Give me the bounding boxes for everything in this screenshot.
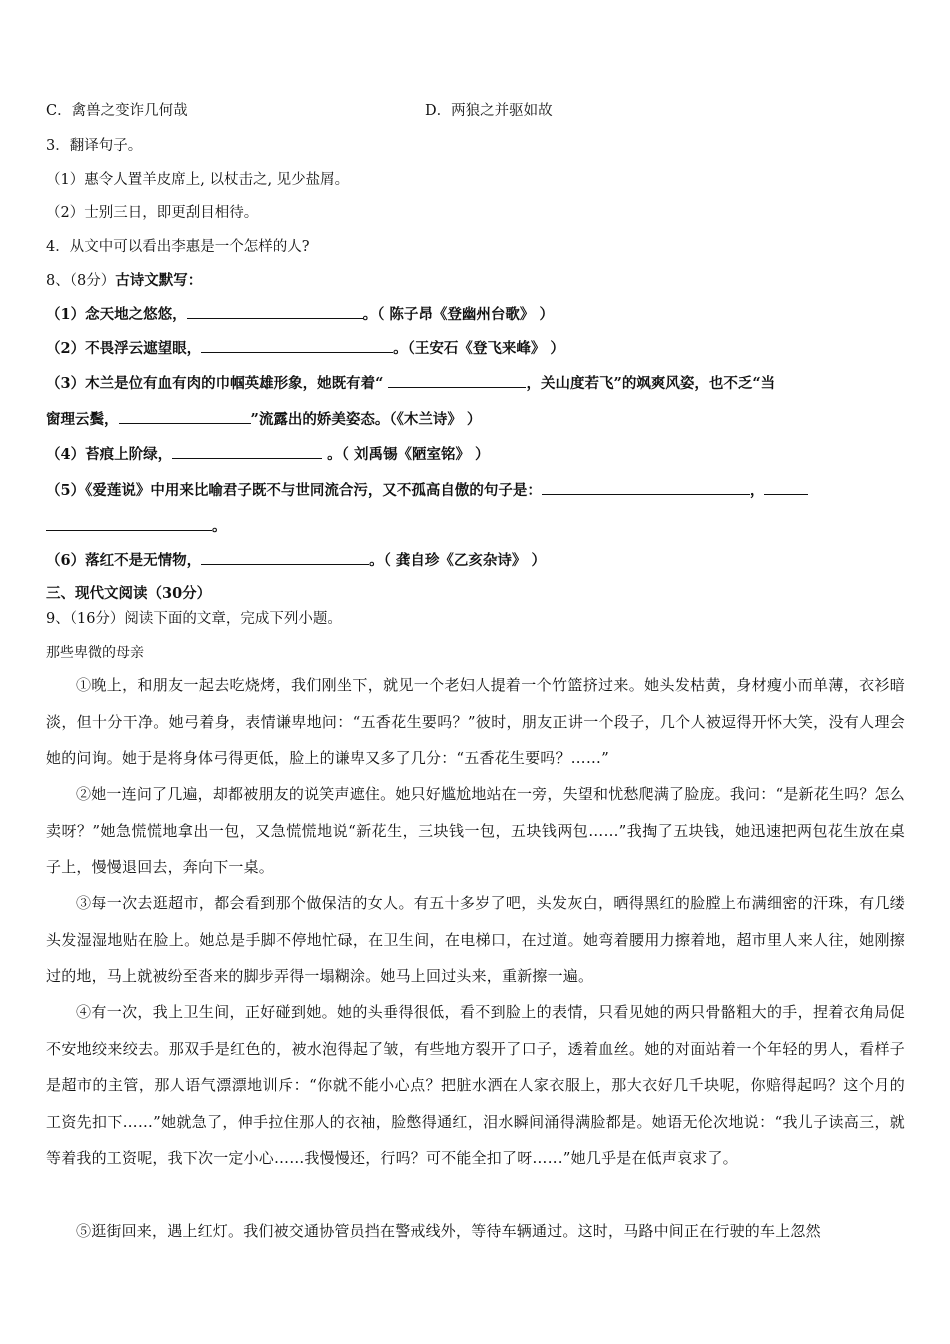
question-8-heading xyxy=(46,271,906,291)
answer-blank[interactable] xyxy=(764,480,808,495)
answer-blank[interactable] xyxy=(201,338,393,353)
article-paragraph-5: ⑤逛街回来，遇上红灯。我们被交通协管员挡在警戒线外，等待车辆通过。这时，马路中间正在行驶的车上忽然 xyxy=(76,1222,821,1240)
answer-blank[interactable] xyxy=(187,304,363,319)
question-4: 4．从文中可以看出李惠是一个怎样的人? xyxy=(46,239,310,255)
answer-blank[interactable] xyxy=(46,516,212,531)
dictation-item-6: （6）落红不是无情物， 。（ 龚自珍《乙亥杂诗》 ） xyxy=(46,552,546,569)
answer-blank[interactable] xyxy=(201,550,369,565)
article-paragraph-1: ①晚上，和朋友一起去吃烧烤，我们刚坐下，就见一个老妇人提着一个竹篮挤过来。她头发枯黄，身材瘦小而单薄，衣衫暗淡，但十分干净。她弓着身，表情谦卑地问：“五香花生要吗？”彼时，朋友正讲一个段子，几个人被逗得开怀大笑，没有人理会她的问询。她于是将身体弓得更低，脸上的谦卑又多了几分：“五香花生要吗？……” xyxy=(46,676,905,767)
article-paragraph-4: ④有一次，我上卫生间，正好碰到她。她的头垂得很低，看不到脸上的表情，只看见她的两只骨骼粗大的手，捏着衣角局促不安地绞来绞去。那双手是红色的，被水泡得起了皱，有些地方裂开了口子，透着血丝。她的对面站着一个年轻的男人，看样子是超市的主管，那人语气漂漂地训斥：“你就不能小心点？把脏水洒在人家衣服上，那大衣好几千块呢，你赔得起吗？这个月的工资先扣下……”她就急了，伸手拉住那人的衣袖，脸憋得通红，泪水瞬间涌得满脸都是。她语无伦次地说：“我儿子读高三，就等着我的工资呢，我下次一定小心……我慢慢还，行吗？可不能全扣了呀……”她几乎是在低声哀求了。 xyxy=(46,1003,905,1167)
answer-blank[interactable] xyxy=(172,444,322,459)
article-title: 那些卑微的母亲 xyxy=(46,645,144,661)
dictation-item-3-cont: 窗理云鬓， ”流露出的娇美姿态。（《木兰诗》 ） xyxy=(46,411,482,428)
article-paragraph-2: ②她一连问了几遍，却都被朋友的说笑声遮住。她只好尴尬地站在一旁，失望和忧愁爬满了脸庞。我问：“是新花生吗？怎么卖呀？”她急慌慌地拿出一包，又急慌慌地说“新花生，三块钱一包，五块钱两包……”我掏了五块钱，她迅速把两包花生放在桌子上，慢慢退回去，奔向下一桌。 xyxy=(46,785,905,876)
dictation-item-5: （5）《爱莲说》中用来比喻君子既不与世同流合污，又不孤高自傲的句子是： ， xyxy=(46,480,906,501)
answer-blank[interactable] xyxy=(388,373,526,388)
question-3-sentence-2: （2）士别三日，即更刮目相待。 xyxy=(46,205,259,221)
option-c: C．禽兽之变诈几何哉 xyxy=(46,103,188,119)
question-9: 9、（16分）阅读下面的文章，完成下列小题。 xyxy=(46,611,342,627)
dictation-item-3: （3）木兰是位有血有肉的巾帼英雄形象，她既有着“ ，关山度若飞”的飒爽风姿，也不乏“当 xyxy=(46,375,776,392)
dictation-item-2: （2）不畏浮云遮望眼， 。（王安石《登飞来峰》 ） xyxy=(46,340,565,357)
question-3-title: 3．翻译句子。 xyxy=(46,138,143,154)
dictation-item-1: （1）念天地之悠悠， 。（ 陈子昂《登幽州台歌》 ） xyxy=(46,306,554,323)
question-8-number: 8、（8分） xyxy=(46,273,116,289)
option-d: D．两狼之并驱如故 xyxy=(425,103,553,119)
mc-options-row xyxy=(46,101,906,121)
question-3-sentence-1: （1）惠令人置羊皮席上, 以杖击之, 见少盐屑。 xyxy=(46,172,350,188)
dictation-item-5-cont: 。 xyxy=(46,516,906,537)
article-paragraph-3: ③每一次去逛超市，都会看到那个做保洁的女人。有五十多岁了吧，头发灰白，晒得黑红的脸膛上布满细密的汗珠，有几缕头发湿湿地贴在脸上。她总是手脚不停地忙碌，在卫生间，在电梯口，在过道。她弯着腰用力擦着地，超市里人来人往，她刚擦过的地，马上就被纷至沓来的脚步弄得一塌糊涂。她马上回过头来，重新擦一遍。 xyxy=(46,894,905,985)
answer-blank[interactable] xyxy=(119,409,251,424)
answer-blank[interactable] xyxy=(542,480,750,495)
question-8-title: 古诗文默写： xyxy=(115,272,203,289)
section-3-heading: 三、现代文阅读（30分） xyxy=(46,585,212,602)
dictation-item-4: （4）苔痕上阶绿， 。（ 刘禹锡《陋室铭》 ） xyxy=(46,446,490,463)
